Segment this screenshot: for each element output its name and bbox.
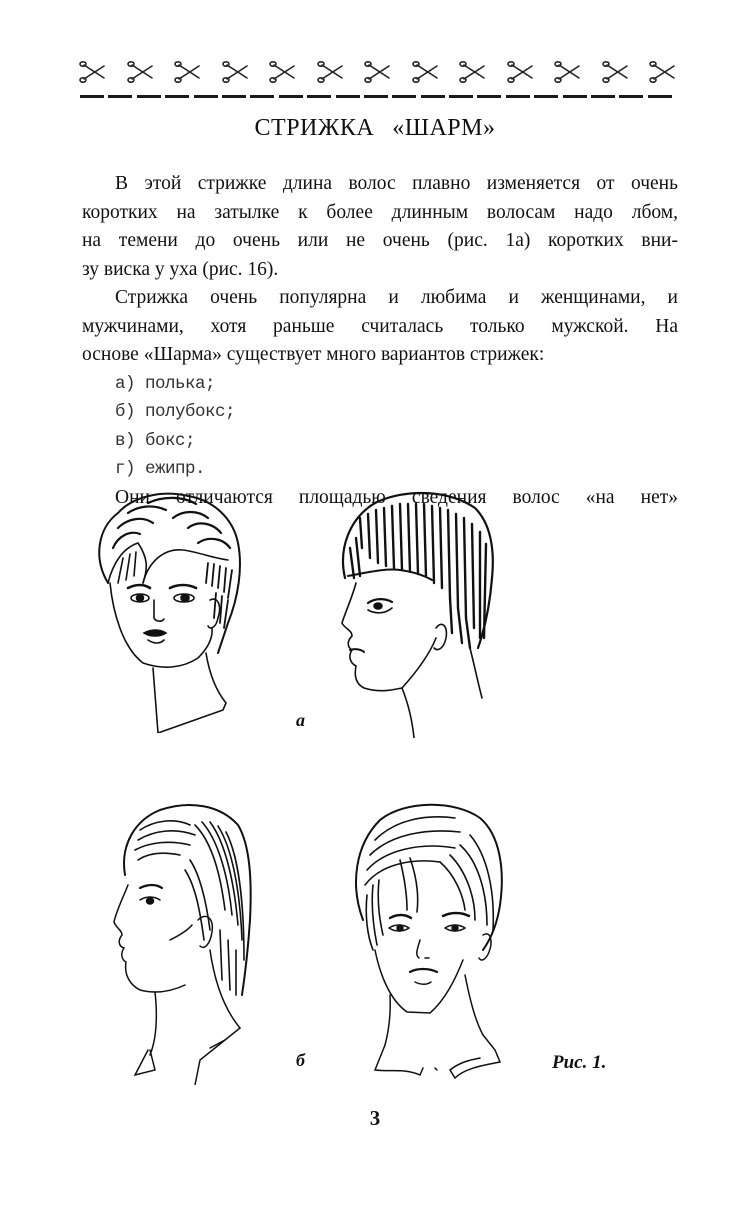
- scissors-icon: [601, 60, 631, 84]
- scissors-ornament-row: [78, 60, 678, 86]
- dash-segment: [137, 95, 161, 98]
- scissors-icon: [316, 60, 346, 84]
- figure-label-a: а: [296, 710, 305, 730]
- dash-segment: [250, 95, 274, 98]
- dash-segment: [449, 95, 473, 98]
- text-line: мужчинами, хотя раньше считалась только мужской. На: [82, 315, 678, 337]
- dashed-cut-line: [80, 95, 672, 99]
- paragraph-2: [82, 284, 678, 370]
- scissors-icon: [411, 60, 441, 84]
- list-item: г) ежипр.: [115, 459, 206, 479]
- dash-segment: [364, 95, 388, 98]
- illustration-1a-front-head: [88, 488, 248, 733]
- body-text: [82, 170, 678, 512]
- scissors-icon: [221, 60, 251, 84]
- list-item: б) полубокс;: [115, 402, 236, 422]
- dash-segment: [648, 95, 672, 98]
- dash-segment: [222, 95, 246, 98]
- dash-segment: [194, 95, 218, 98]
- dash-segment: [477, 95, 501, 98]
- text-line: Они отличаются площадью сведения волос «на нет»: [115, 486, 678, 508]
- dash-segment: [108, 95, 132, 98]
- illustration-1b-profile-head: [110, 800, 260, 1085]
- title-word-2: «ШАРМ»: [392, 115, 496, 141]
- scissors-icon: [506, 60, 536, 84]
- text-line: на темени до очень или не очень (рис. 1а) коротких вни-: [82, 230, 678, 251]
- scissors-icon: [648, 60, 678, 84]
- scissors-icon: [268, 60, 298, 84]
- list-item: в) бокс;: [115, 430, 196, 451]
- text-line: зу виска у уха (рис. 16).: [82, 258, 279, 280]
- title-word-1: СТРИЖКА: [254, 115, 375, 141]
- text-line: Стрижка очень популярна и любима и женщинами, и: [115, 287, 678, 308]
- figure-caption: Рис. 1.: [552, 1052, 607, 1073]
- paragraph-1: [82, 170, 678, 284]
- scissors-icon: [553, 60, 583, 84]
- dash-segment: [619, 95, 643, 98]
- text-line: коротких на затылке к более длинным волосам надо лбом,: [82, 201, 678, 223]
- dash-segment: [534, 95, 558, 98]
- variants-list: [82, 370, 678, 484]
- illustration-1a-profile-head: [330, 488, 500, 738]
- figure-label-b: б: [296, 1050, 305, 1070]
- dash-segment: [392, 95, 416, 98]
- scissors-icon: [173, 60, 203, 84]
- scissors-icon: [458, 60, 488, 84]
- page-number: 3: [369, 1106, 381, 1130]
- scissors-icon: [78, 60, 108, 84]
- list-item: а) полька;: [115, 373, 216, 394]
- scissors-icon: [126, 60, 156, 84]
- text-line: основе «Шарма» существует много вариантов стрижек:: [82, 344, 545, 365]
- dash-segment: [307, 95, 331, 98]
- dash-segment: [506, 95, 530, 98]
- dash-segment: [591, 95, 615, 98]
- dash-segment: [336, 95, 360, 98]
- dash-segment: [421, 95, 445, 98]
- dash-segment: [279, 95, 303, 98]
- dash-segment: [563, 95, 587, 98]
- scissors-icon: [363, 60, 393, 84]
- page-title: [0, 115, 750, 142]
- dash-segment: [80, 95, 104, 98]
- dash-segment: [165, 95, 189, 98]
- text-line: В этой стрижке длина волос плавно изменяется от очень: [115, 173, 678, 194]
- illustration-1b-front-head: [345, 800, 530, 1085]
